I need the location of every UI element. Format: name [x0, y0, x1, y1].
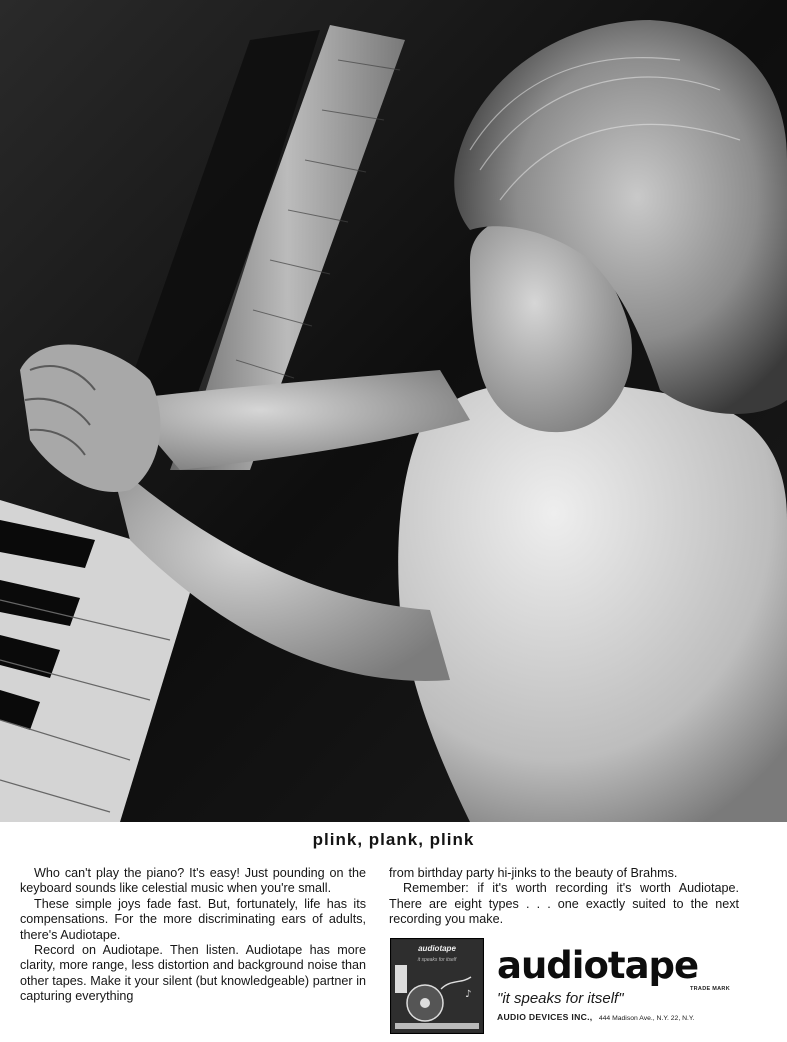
svg-text:♪: ♪: [465, 989, 472, 1000]
body-paragraph: Record on Audiotape. Then listen. Audiotape has more clarity, more range, less distortion and background noise than other tapes. Make it your silent (but knowledgeable) partner in capturing everything: [20, 943, 366, 1004]
tape-reel-icon: [391, 939, 483, 1033]
audiotape-package: [390, 938, 484, 1034]
company-line: [497, 1012, 694, 1022]
company-name: AUDIO DEVICES INC.,: [497, 1012, 593, 1022]
headline: plink, plank, plink: [312, 830, 475, 849]
body-paragraph: Who can't play the piano? It's easy! Just pounding on the keyboard sounds like celestial music when you're small.: [20, 866, 366, 896]
audiotape-logo: audiotape: [497, 944, 699, 987]
package-slogan: it speaks for itself: [417, 957, 457, 963]
body-paragraph: from birthday party hi-jinks to the beauty of Brahms.: [389, 866, 678, 880]
child-shirt: [398, 381, 787, 822]
body-paragraph: These simple joys fade fast. But, fortunately, life has its compensations. For the more discriminating ears of adults, there's Audiotape.: [20, 896, 366, 942]
trademark: TRADE MARK: [690, 986, 730, 992]
company-address: 444 Madison Ave., N.Y. 22, N.Y.: [598, 1015, 695, 1022]
package-brand: audiotape: [418, 944, 456, 953]
body-paragraph: Remember: if it's worth recording it's worth Audiotape. There are eight types . . . one exactly suited to the next recording you make.: [389, 881, 739, 927]
body-column-right: [389, 866, 739, 928]
brand-slogan: "it speaks for itself": [497, 990, 624, 1007]
body-column-left: [20, 866, 366, 1005]
